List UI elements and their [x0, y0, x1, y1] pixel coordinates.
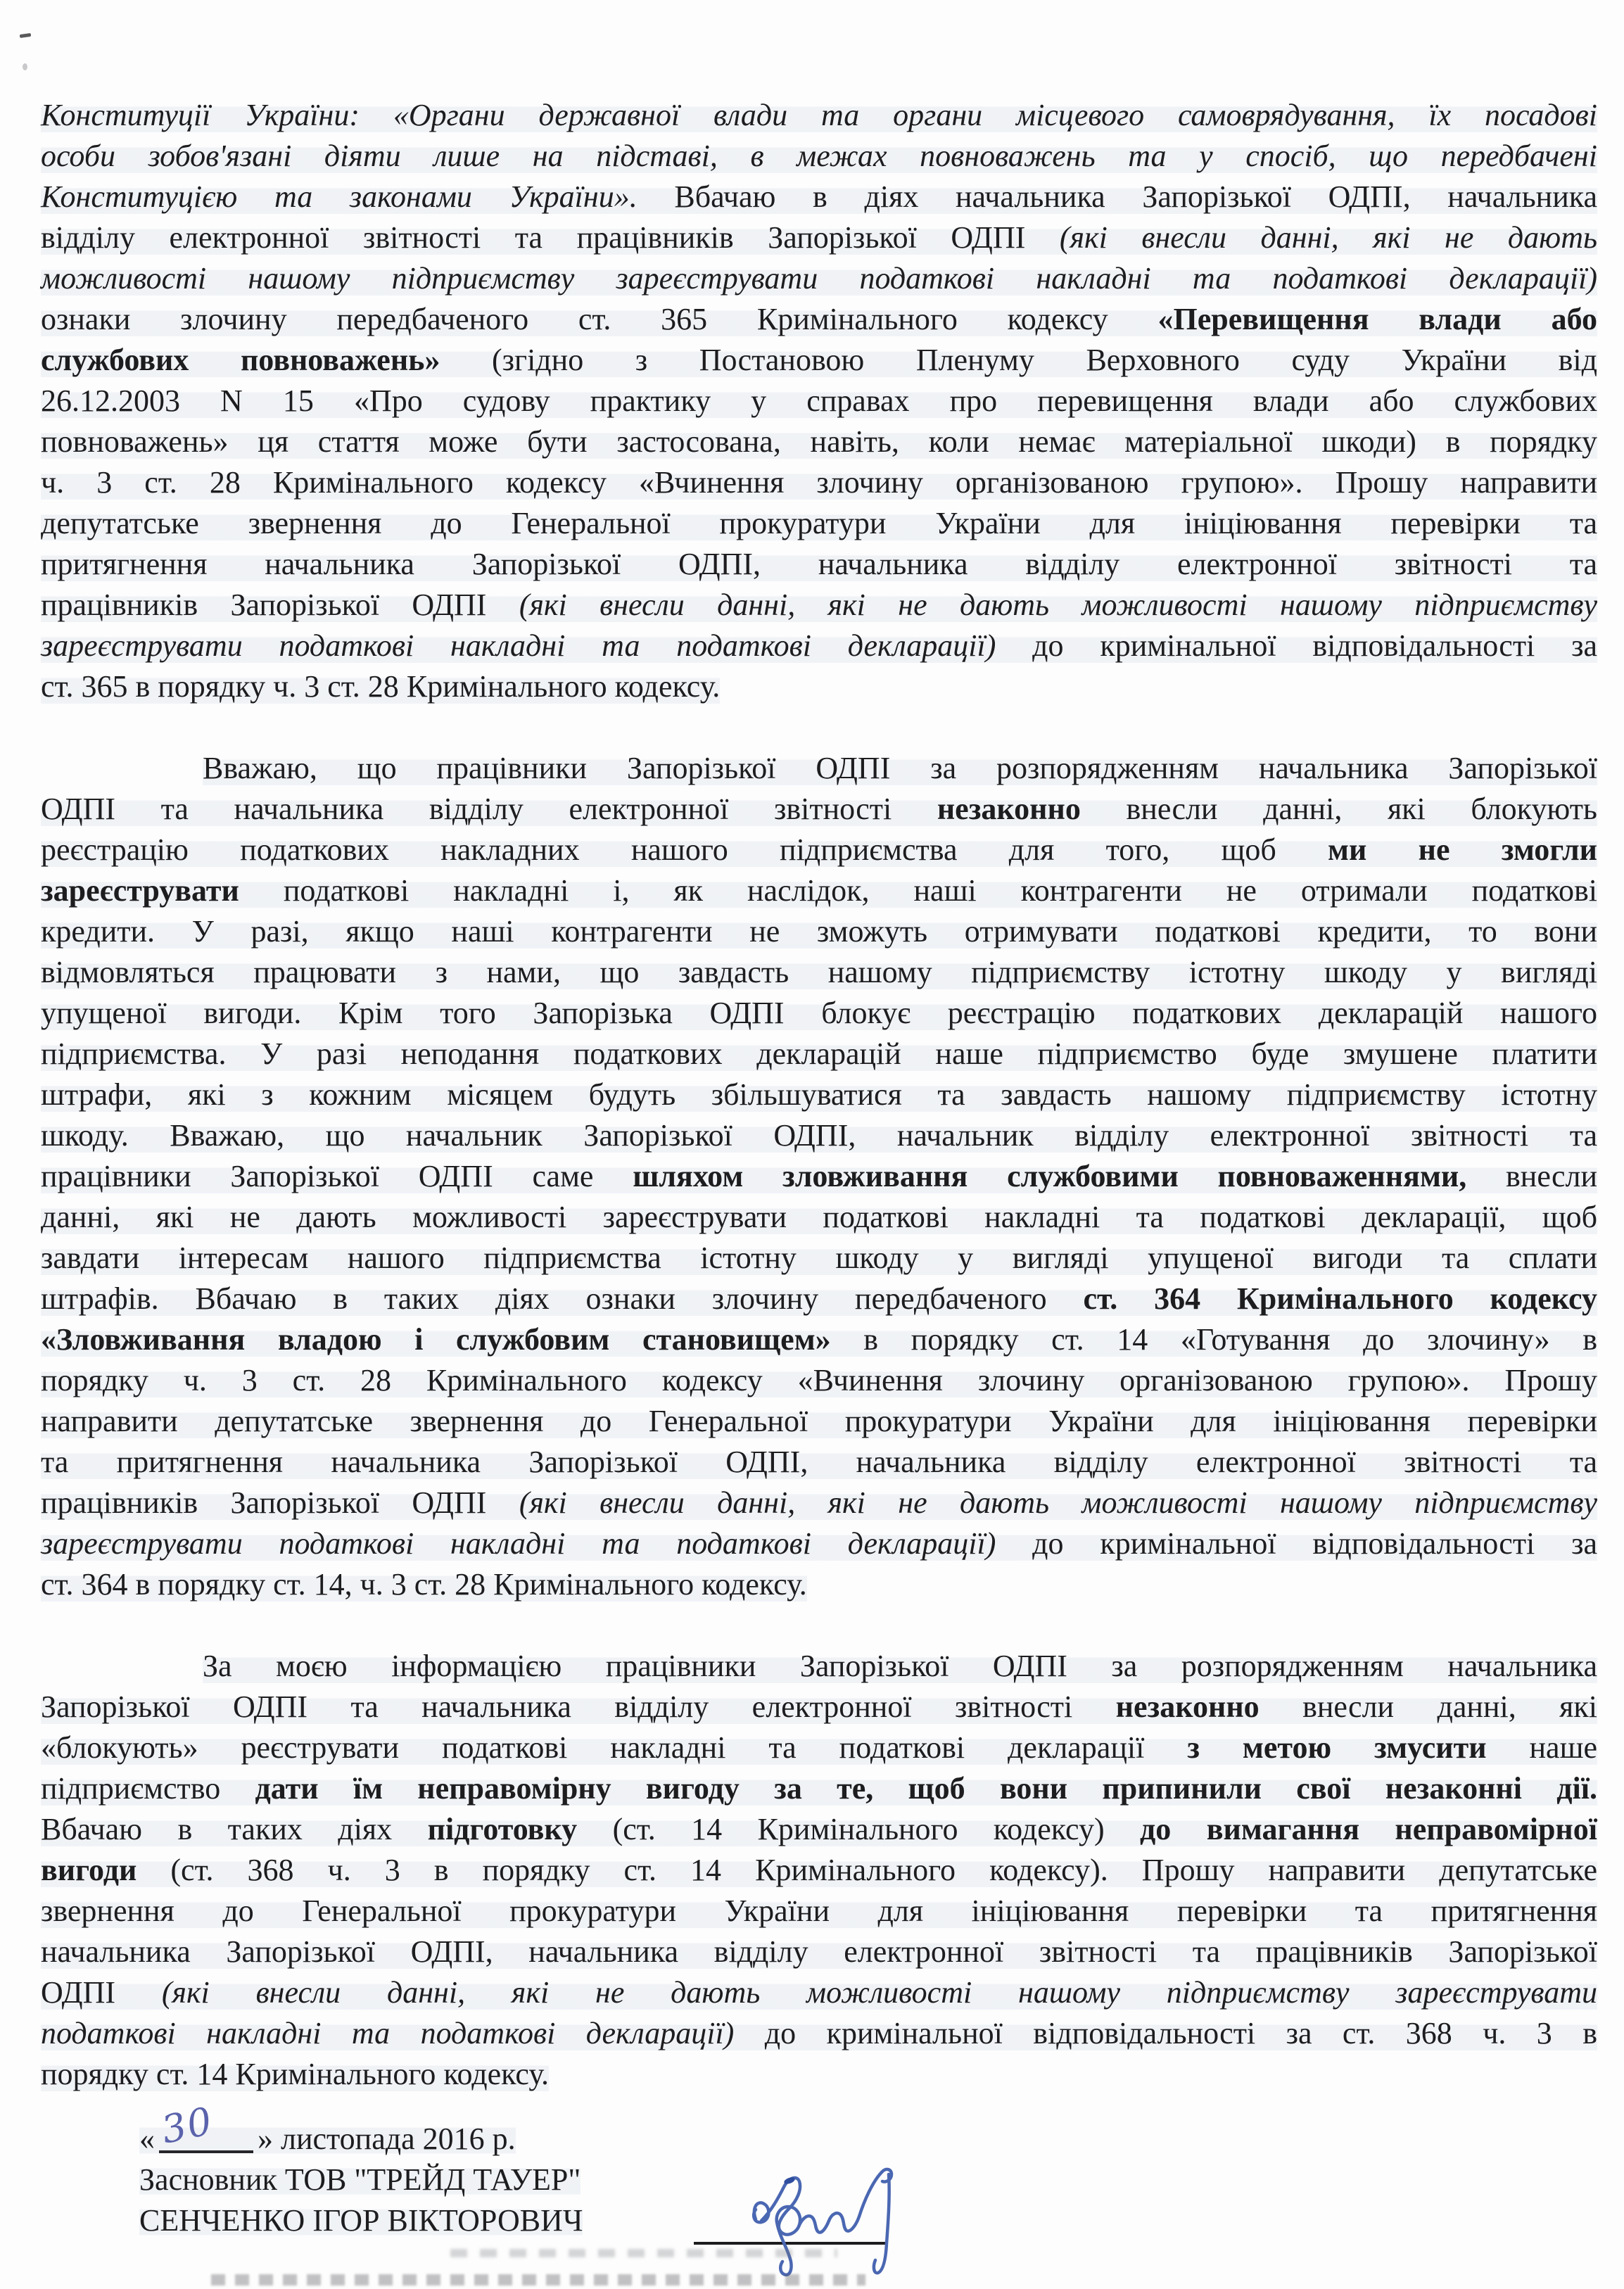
text-run: шляхом зловживання службовими повноваженнями, [633, 1159, 1467, 1193]
text-line [41, 1197, 1597, 1238]
text-line [41, 1727, 1597, 1768]
text-run: ознаки злочину передбаченого ст. 365 Кримінального кодексу [41, 302, 1158, 336]
text-run: з метою змусити [1187, 1730, 1487, 1765]
text-run: працівників Запорізької ОДПІ [41, 588, 519, 622]
text-line [41, 381, 1597, 421]
text-run: кредити. У разі, якщо наші контрагенти не зможуть отримувати податкові кредити, то вони [41, 914, 1597, 949]
text-line [41, 1401, 1597, 1442]
text-run: порядку ч. 3 ст. 28 Кримінального кодексу «Вчинення злочину організованою групою». Прошу [41, 1363, 1597, 1397]
text-run: Вважаю, що працівники Запорізької ОДПІ за розпорядженням начальника Запорізької [203, 751, 1597, 785]
text-line [41, 299, 1597, 340]
date-open-quote: « [139, 2122, 155, 2156]
text-run: реєстрацію податкових накладних нашого підприємства для того, щоб [41, 832, 1328, 867]
text-line [41, 626, 1597, 666]
page-bleed-through-line [450, 2249, 837, 2257]
text-line [41, 585, 1597, 626]
text-run: притягнення начальника Запорізької ОДПІ, начальника відділу електронної звітності та [41, 547, 1597, 581]
text-line [41, 1319, 1597, 1360]
text-line [41, 2013, 1597, 2054]
text-line [41, 1115, 1597, 1156]
text-run: податкові накладні та податкові декларації) [41, 2016, 735, 2050]
text-run: підприємство [41, 1771, 255, 1806]
text-run: підготовку [427, 1812, 578, 1846]
date-blank-underline [158, 2098, 253, 2153]
text-run: працівників Запорізької ОДПІ [41, 1485, 519, 1520]
text-line [41, 1646, 1597, 1687]
page-bleed-through-line [211, 2274, 865, 2285]
text-line [41, 1360, 1597, 1401]
text-run: (які внесли данні, які не дають [1059, 220, 1598, 255]
signatory-name: СЕНЧЕНКО ІГОР ВІКТОРОВИЧ [139, 2200, 583, 2241]
text-run: За моєю інформацією працівники Запорізької ОДПІ за розпорядженням начальника [203, 1649, 1597, 1683]
text-run: Конституцією та законами України». [41, 179, 637, 214]
text-run: можливості нашому підприємству зареєструвати податкові накладні та податкові декларації) [41, 261, 1597, 296]
text-line [41, 340, 1597, 381]
text-run: податкові накладні і, як наслідок, наші контрагенти не отримали податкові [239, 873, 1597, 908]
text-run: ст. 364 Кримінального кодексу [1083, 1281, 1597, 1316]
text-run: «Перевищення влади або [1157, 302, 1597, 336]
paragraph [41, 748, 1597, 1605]
paragraph [41, 1646, 1597, 2095]
date-rest: » листопада 2016 р. [258, 2122, 516, 2156]
text-line [41, 217, 1597, 258]
text-line [41, 1238, 1597, 1279]
text-line [41, 1972, 1597, 2013]
text-line [41, 2054, 1597, 2095]
text-run: Вбачаю в таких діях [41, 1812, 428, 1846]
text-run: службових повноважень» [41, 343, 440, 377]
text-line [41, 830, 1597, 870]
text-run: Конституції України: «Органи державної влади та органи місцевого самоврядування, їх посадові [41, 98, 1597, 132]
text-run: вигоди [41, 1853, 137, 1887]
text-run: звернення до Генеральної прокуратури України для ініціювання перевірки та притягнення [41, 1894, 1597, 1928]
text-run: порядку ст. 14 Кримінального кодексу. [41, 2057, 549, 2091]
text-line [41, 1156, 1597, 1197]
text-run: шкоду. Вважаю, що начальник Запорізької ОДПІ, начальник відділу електронної звітності та [41, 1118, 1597, 1153]
text-line [41, 1687, 1597, 1727]
text-run: до кримінальної відповідальності за [996, 1526, 1597, 1561]
text-run: Вбачаю в діях начальника Запорізької ОДПІ, начальника [637, 179, 1597, 214]
text-line [41, 95, 1597, 136]
text-run: направити депутатське звернення до Генеральної прокуратури України для ініціювання перевірки [41, 1404, 1597, 1438]
signature-stroke [859, 2169, 892, 2273]
text-run: в порядку ст. 14 «Готування до злочину» в [830, 1322, 1597, 1357]
text-line [41, 911, 1597, 952]
text-line [41, 1768, 1597, 1809]
text-run: зареєструвати [41, 873, 239, 908]
text-run: зареєструвати податкові накладні та податкові декларації) [41, 1526, 996, 1561]
text-line [41, 1483, 1597, 1523]
text-line [41, 1074, 1597, 1115]
text-run: дати їм неправомірну вигоду за те, щоб вони припинили свої незаконні дії. [255, 1771, 1597, 1806]
date-line [139, 2098, 516, 2160]
text-line [41, 1891, 1597, 1932]
text-run: завдати інтересам нашого підприємства істотну шкоду у вигляді упущеної вигоди та сплати [41, 1241, 1597, 1275]
text-run: відділу електронної звітності та працівників Запорізької ОДПІ [41, 220, 1060, 255]
handwritten-signature [744, 2164, 910, 2281]
text-run: до вимагання неправомірної [1140, 1812, 1597, 1846]
handwritten-day: 30 [158, 2098, 217, 2152]
text-run: (які внесли данні, які не дають можливості нашому підприємству зареєструвати [161, 1975, 1597, 2010]
text-line [41, 666, 1597, 707]
text-line [41, 1850, 1597, 1891]
text-line [41, 748, 1597, 789]
founder-line: Засновник ТОВ "ТРЕЙД ТАУЕР" [139, 2160, 581, 2200]
scan-artifact-dash [20, 33, 32, 38]
text-run: депутатське звернення до Генеральної прокуратури України для ініціювання перевірки та [41, 506, 1597, 540]
signature-stroke [754, 2178, 800, 2275]
text-run: (згідно з Постановою Пленуму Верховного суду України від [440, 343, 1598, 377]
text-line [41, 258, 1597, 299]
text-line [41, 789, 1597, 830]
text-line [41, 1523, 1597, 1564]
text-run: «Зловживання владою і службовим становищем» [41, 1322, 831, 1357]
text-run: штрафи, які з кожним місяцем будуть збільшуватися та завдасть нашому підприємству істотну [41, 1077, 1597, 1112]
document-text [41, 0, 1597, 2241]
text-run: Запорізької ОДПІ та начальника відділу електронної звітності [41, 1689, 1116, 1724]
scan-artifact-dot [23, 63, 27, 70]
text-run: наше [1486, 1730, 1597, 1765]
text-run: ми не змогли [1328, 832, 1598, 867]
text-run: 26.12.2003 N 15 «Про судову практику у справах про перевищення влади або службових [41, 383, 1597, 418]
text-run: до кримінальної відповідальності за [996, 628, 1597, 663]
text-run: підприємства. У разі неподання податкових декларацій наше підприємство буде змушене платити [41, 1036, 1597, 1071]
text-line [41, 503, 1597, 544]
paragraph [41, 95, 1597, 707]
text-line [41, 1034, 1597, 1074]
text-run: начальника Запорізької ОДПІ, начальника відділу електронної звітності та працівників Запорізької [41, 1934, 1597, 1969]
text-run: працівники Запорізької ОДПІ саме [41, 1159, 633, 1193]
text-run: внесли [1466, 1159, 1597, 1193]
text-line [41, 993, 1597, 1034]
text-run: незаконно [937, 792, 1081, 826]
text-line [41, 136, 1597, 177]
text-run: ст. 365 в порядку ч. 3 ст. 28 Кримінального кодексу. [41, 669, 721, 704]
text-run: внесли данні, які [1259, 1689, 1597, 1724]
text-run: (ст. 14 Кримінального кодексу) [577, 1812, 1141, 1846]
signature-stroke [799, 2213, 859, 2232]
text-run: ОДПІ та начальника відділу електронної звітності [41, 792, 937, 826]
text-line [41, 462, 1597, 503]
text-run: ст. 364 в порядку ст. 14, ч. 3 ст. 28 Кримінального кодексу. [41, 1567, 807, 1602]
text-line [41, 1564, 1597, 1605]
text-line [41, 870, 1597, 911]
text-run: зареєструвати податкові накладні та податкові декларації) [41, 628, 996, 663]
text-line [41, 1279, 1597, 1319]
text-run: до кримінальної відповідальності за ст. 368 ч. 3 в [734, 2016, 1597, 2050]
text-run: «блокують» реєструвати податкові накладні та податкові декларації [41, 1730, 1188, 1765]
text-line [41, 1442, 1597, 1483]
text-run: ОДПІ [41, 1975, 162, 2010]
text-run: особи зобов'язані діяти лише на підставі, в межах повноважень та у спосіб, що передбачені [41, 139, 1597, 173]
text-run: (які внесли данні, які не дають можливості нашому підприємству [519, 588, 1597, 622]
text-run: відмовляться працювати з нами, що завдасть нашому підприємству істотну шкоду у вигляді [41, 955, 1597, 989]
text-line [41, 952, 1597, 993]
text-run: ч. 3 ст. 28 Кримінального кодексу «Вчинення злочину організованою групою». Прошу направити [41, 465, 1597, 500]
text-run: данні, які не дають можливості зареєструвати податкові накладні та податкові декларації, щоб [41, 1200, 1597, 1234]
text-run: внесли данні, які блокують [1080, 792, 1597, 826]
text-line [41, 1932, 1597, 1972]
text-line [41, 1809, 1597, 1850]
text-run: (які внесли данні, які не дають можливості нашому підприємству [519, 1485, 1597, 1520]
text-run: штрафів. Вбачаю в таких діях ознаки злочину передбаченого [41, 1281, 1084, 1316]
text-line [41, 544, 1597, 585]
text-run: повноважень» ця стаття може бути застосована, навіть, коли немає матеріальної шкоди) в порядку [41, 424, 1597, 459]
text-line [41, 421, 1597, 462]
text-run: незаконно [1115, 1689, 1260, 1724]
text-run: (ст. 368 ч. 3 в порядку ст. 14 Кримінального кодексу). Прошу направити депутатське [137, 1853, 1597, 1887]
text-line [41, 177, 1597, 217]
text-run: упущеної вигоди. Крім того Запорізька ОДПІ блокує реєстрацію податкових декларацій нашого [41, 996, 1597, 1030]
text-run: та притягнення начальника Запорізької ОДПІ, начальника відділу електронної звітності та [41, 1445, 1597, 1479]
